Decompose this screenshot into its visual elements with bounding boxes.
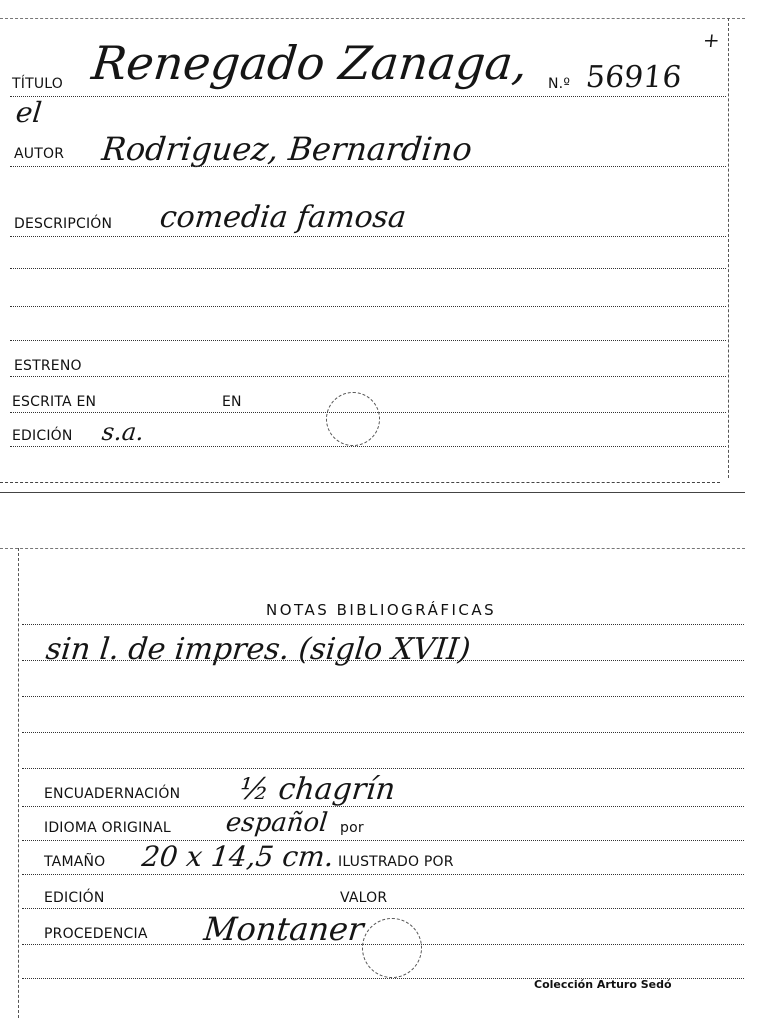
ruled-line xyxy=(22,624,744,625)
en-label: EN xyxy=(222,394,242,410)
edicion-line-bottom xyxy=(22,908,744,909)
ruled-line xyxy=(22,732,744,733)
notes-line-1: sin l. de impres. (siglo XVII) xyxy=(44,632,473,667)
stamp-mark xyxy=(326,392,380,446)
edicion-label-bottom: EDICIÓN xyxy=(44,890,105,906)
idioma-value: español xyxy=(224,808,330,838)
edicion-line xyxy=(10,446,726,447)
ruled-line xyxy=(10,268,726,269)
card-bottom-left-edge xyxy=(18,548,19,1018)
card-top-edge xyxy=(0,18,745,19)
por-label: por xyxy=(340,820,364,836)
idioma-label: IDIOMA ORIGINAL xyxy=(44,820,171,836)
encuadernacion-value: ½ chagrín xyxy=(238,772,397,807)
edicion-value: s.a. xyxy=(100,418,146,446)
estreno-line xyxy=(10,376,726,377)
procedencia-label: PROCEDENCIA xyxy=(44,926,148,942)
card-top-right-edge xyxy=(728,18,729,478)
procedencia-value: Montaner xyxy=(202,910,366,948)
ruled-line xyxy=(22,696,744,697)
titulo-prefix: el xyxy=(14,96,44,129)
titulo-line xyxy=(10,96,726,97)
ruled-line xyxy=(22,768,744,769)
idioma-line xyxy=(22,840,744,841)
descripcion-line xyxy=(10,236,726,237)
numero-label: N.º xyxy=(548,76,571,92)
card-bottom-top-edge xyxy=(0,548,745,549)
valor-label: VALOR xyxy=(340,890,388,906)
tamano-line xyxy=(22,874,744,875)
descripcion-value: comedia famosa xyxy=(158,200,408,235)
plus-mark: + xyxy=(701,28,722,52)
card-separator xyxy=(0,492,745,493)
ilustrado-label: ILUSTRADO POR xyxy=(338,854,454,870)
stamp-mark-bottom xyxy=(362,918,422,978)
autor-value: Rodriguez, Bernardino xyxy=(100,130,474,168)
ruled-line xyxy=(22,660,744,661)
autor-line xyxy=(10,166,726,167)
titulo-value: Renegado Zanaga, xyxy=(89,36,531,90)
notas-heading: NOTAS BIBLIOGRÁFICAS xyxy=(266,601,497,619)
encuadernacion-label: ENCUADERNACIÓN xyxy=(44,786,181,802)
ruled-line xyxy=(10,340,726,341)
edicion-label: EDICIÓN xyxy=(12,428,73,444)
descripcion-label: DESCRIPCIÓN xyxy=(14,216,113,232)
numero-value: 56916 xyxy=(584,60,684,95)
autor-label: AUTOR xyxy=(14,146,65,162)
tamano-value: 20 x 14,5 cm. xyxy=(140,840,336,873)
estreno-label: ESTRENO xyxy=(14,358,82,374)
card-top-bottom-edge xyxy=(0,482,720,483)
encuadernacion-line xyxy=(22,806,744,807)
titulo-label: TÍTULO xyxy=(12,76,63,92)
collection-footer: Colección Arturo Sedó xyxy=(534,978,672,991)
ruled-line xyxy=(10,306,726,307)
escrita-en-label: ESCRITA EN xyxy=(12,394,97,410)
tamano-label: TAMAÑO xyxy=(44,854,106,870)
